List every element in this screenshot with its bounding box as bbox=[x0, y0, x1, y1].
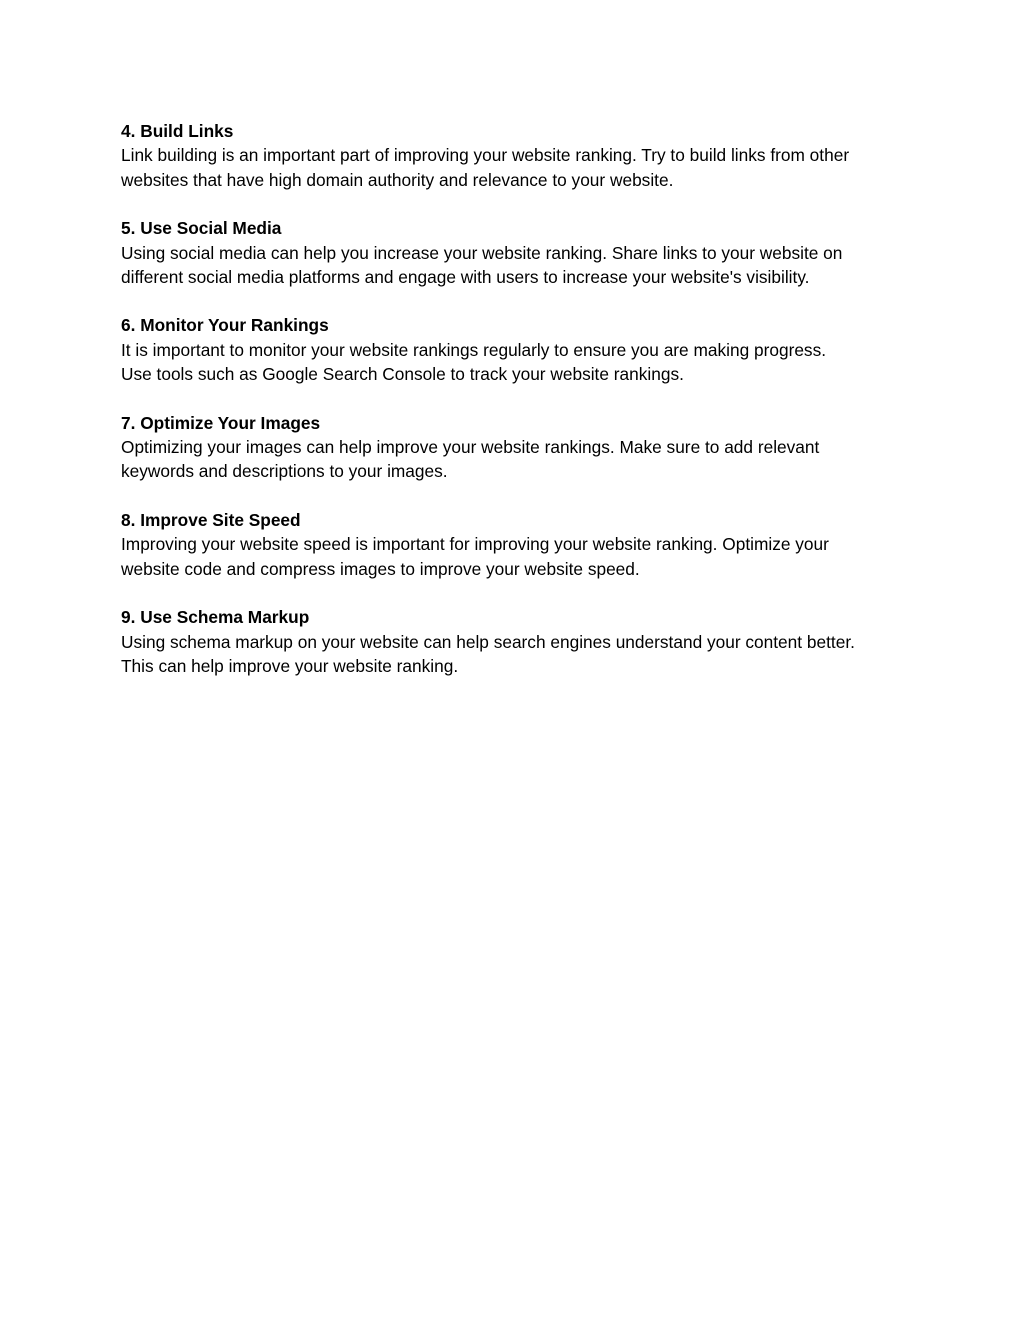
section-body bbox=[121, 241, 921, 290]
body-line: It is important to monitor your website rankings regularly to ensure you are making progress. bbox=[121, 339, 827, 360]
section-heading: 8. Improve Site Speed bbox=[121, 509, 301, 530]
body-line: Use tools such as Google Search Console to track your website rankings. bbox=[121, 364, 684, 385]
section-monitor-rankings bbox=[121, 313, 921, 386]
body-line: websites that have high domain authority and relevance to your website. bbox=[121, 169, 674, 190]
body-line: different social media platforms and engage with users to increase your website's visibility. bbox=[121, 267, 810, 288]
body-line: Improving your website speed is important for improving your website ranking. Optimize your bbox=[121, 534, 829, 555]
section-body bbox=[121, 338, 921, 387]
body-line: keywords and descriptions to your images. bbox=[121, 461, 448, 482]
section-body bbox=[121, 532, 921, 581]
section-heading: 6. Monitor Your Rankings bbox=[121, 315, 329, 336]
body-line: website code and compress images to improve your website speed. bbox=[121, 558, 640, 579]
section-improve-site-speed bbox=[121, 508, 921, 581]
body-line: Link building is an important part of improving your website ranking. Try to build links from other bbox=[121, 145, 850, 166]
section-body bbox=[121, 143, 921, 192]
body-line: This can help improve your website ranking. bbox=[121, 655, 459, 676]
document-page bbox=[121, 119, 921, 702]
section-heading: 5. Use Social Media bbox=[121, 218, 282, 239]
section-use-social-media bbox=[121, 216, 921, 289]
body-line: Using social media can help you increase your website ranking. Share links to your website on bbox=[121, 242, 843, 263]
section-heading: 7. Optimize Your Images bbox=[121, 412, 321, 433]
section-heading: 4. Build Links bbox=[121, 121, 234, 141]
section-body bbox=[121, 630, 921, 679]
section-build-links bbox=[121, 119, 921, 192]
section-use-schema-markup bbox=[121, 605, 921, 678]
body-line: Using schema markup on your website can help search engines understand your content better. bbox=[121, 631, 855, 652]
section-body bbox=[121, 435, 921, 484]
body-line: Optimizing your images can help improve your website rankings. Make sure to add relevant bbox=[121, 437, 820, 458]
section-optimize-images bbox=[121, 411, 921, 484]
section-heading: 9. Use Schema Markup bbox=[121, 607, 310, 628]
